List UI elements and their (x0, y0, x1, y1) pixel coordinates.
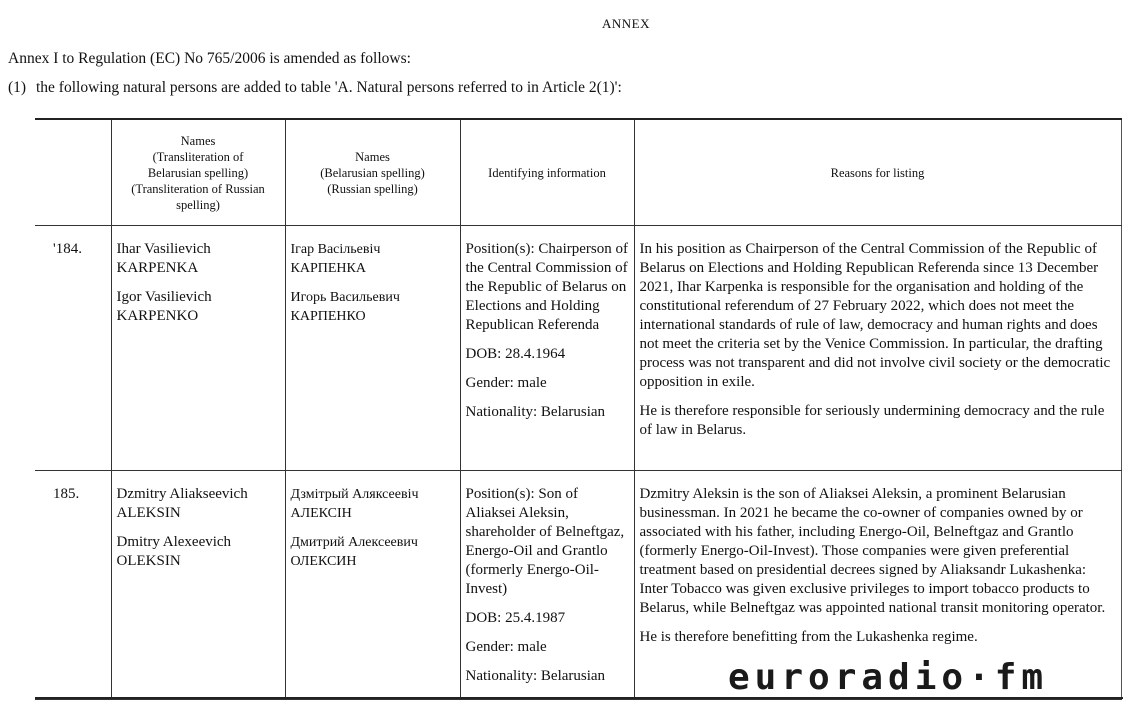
reason-paragraph: In his position as Chairperson of the Central Commission of the Republic of Belarus on Elections and Holding Republican Referenda since 13 December 2021, Ihar Karpenka is responsible for the organisation and holding of the constitutional referendum of 27 February 2022, which does not meet the international standards of rule of law, democracy and human rights and does not meet the criteria set by the Venice Commission. In particular, the drafting process was not transparent and did not involve civil society or the democratic opposition in exile. (639, 241, 1111, 390)
belarusian-transliteration: Ihar Vasilievich KARPENKA (116, 241, 211, 276)
russian-spelling: Дмитрий Алексеевич ОЛЕКСИН (290, 535, 418, 569)
amendment-item-number: (1) (8, 79, 27, 96)
amendment-item (8, 79, 622, 97)
russian-spelling: Игорь Васильевич КАРПЕНКО (290, 290, 400, 324)
belarusian-spelling: Ігар Васільевіч КАРПЕНКА (290, 242, 381, 276)
header-reasons: Reasons for listing (634, 119, 1121, 226)
header-names-latin: Names (Transliteration of Belarusian spelling) (Transliteration of Russian spelling) (111, 119, 285, 226)
table-header-row (35, 119, 1121, 226)
entry-reasons (634, 226, 1121, 471)
entry-number: 185. (35, 471, 111, 700)
position-text: Position(s): Son of Aliaksei Aleksin, shareholder of Belneftgaz, Energo-Oil and Grantlo (formerly Energo-Oil-Invest) (465, 486, 625, 597)
nationality-text: Nationality: Belarusian (465, 668, 606, 684)
euroradio-watermark-logo: euroradio·fm (722, 660, 1054, 696)
entry-names-latin (111, 471, 285, 700)
sanctions-table (35, 118, 1122, 700)
entry-names-latin (111, 226, 285, 471)
intro-line: Annex I to Regulation (EC) No 765/2006 is amended as follows: (8, 50, 411, 67)
amendment-item-text: the following natural persons are added to table 'A. Natural persons referred to in Article 2(1)': (36, 79, 622, 96)
russian-transliteration: Dmitry Alexeevich OLEKSIN (116, 534, 232, 569)
reason-conclusion: He is therefore benefitting from the Lukashenka regime. (639, 629, 978, 645)
entry-identifying-info (460, 471, 634, 700)
header-number (35, 119, 111, 226)
entry-number: '184. (35, 226, 111, 471)
nationality-text: Nationality: Belarusian (465, 404, 606, 420)
gender-text: Gender: male (465, 375, 547, 391)
russian-transliteration: Igor Vasilievich KARPENKO (116, 289, 212, 324)
position-text: Position(s): Chairperson of the Central Commission of the Republic of Belarus on Elections and Holding Republican Referenda (465, 241, 628, 333)
table-row (35, 226, 1121, 471)
header-identifying: Identifying information (460, 119, 634, 226)
entry-identifying-info (460, 226, 634, 471)
belarusian-transliteration: Dzmitry Aliakseevich ALEKSIN (116, 486, 248, 521)
annex-title: ANNEX (602, 16, 650, 31)
header-names-cyrillic: Names (Belarusian spelling) (Russian spelling) (285, 119, 460, 226)
dob-text: DOB: 25.4.1987 (465, 610, 566, 626)
belarusian-spelling: Дзмітрый Аляксеевіч АЛЕКСІН (290, 487, 419, 521)
reason-conclusion: He is therefore responsible for seriously undermining democracy and the rule of law in Belarus. (639, 403, 1105, 438)
reason-paragraph: Dzmitry Aleksin is the son of Aliaksei Aleksin, a prominent Belarusian businessman. In 2021 he became the co-owner of companies owned by or associated with his father, including Energo-Oil, Belneftgaz and Grantlo (formerly Energo-Oil-Invest). Those companies were given preferential treatment based on presidential decrees signed by Aliaksandr Lukashenka: Inter Tobacco was given exclusive privileges to import tobacco products to Belarus, while Belneftgaz was appointed national transit monitoring operator. (639, 486, 1106, 616)
dob-text: DOB: 28.4.1964 (465, 346, 566, 362)
entry-names-cyrillic (285, 471, 460, 700)
entry-names-cyrillic (285, 226, 460, 471)
gender-text: Gender: male (465, 639, 547, 655)
